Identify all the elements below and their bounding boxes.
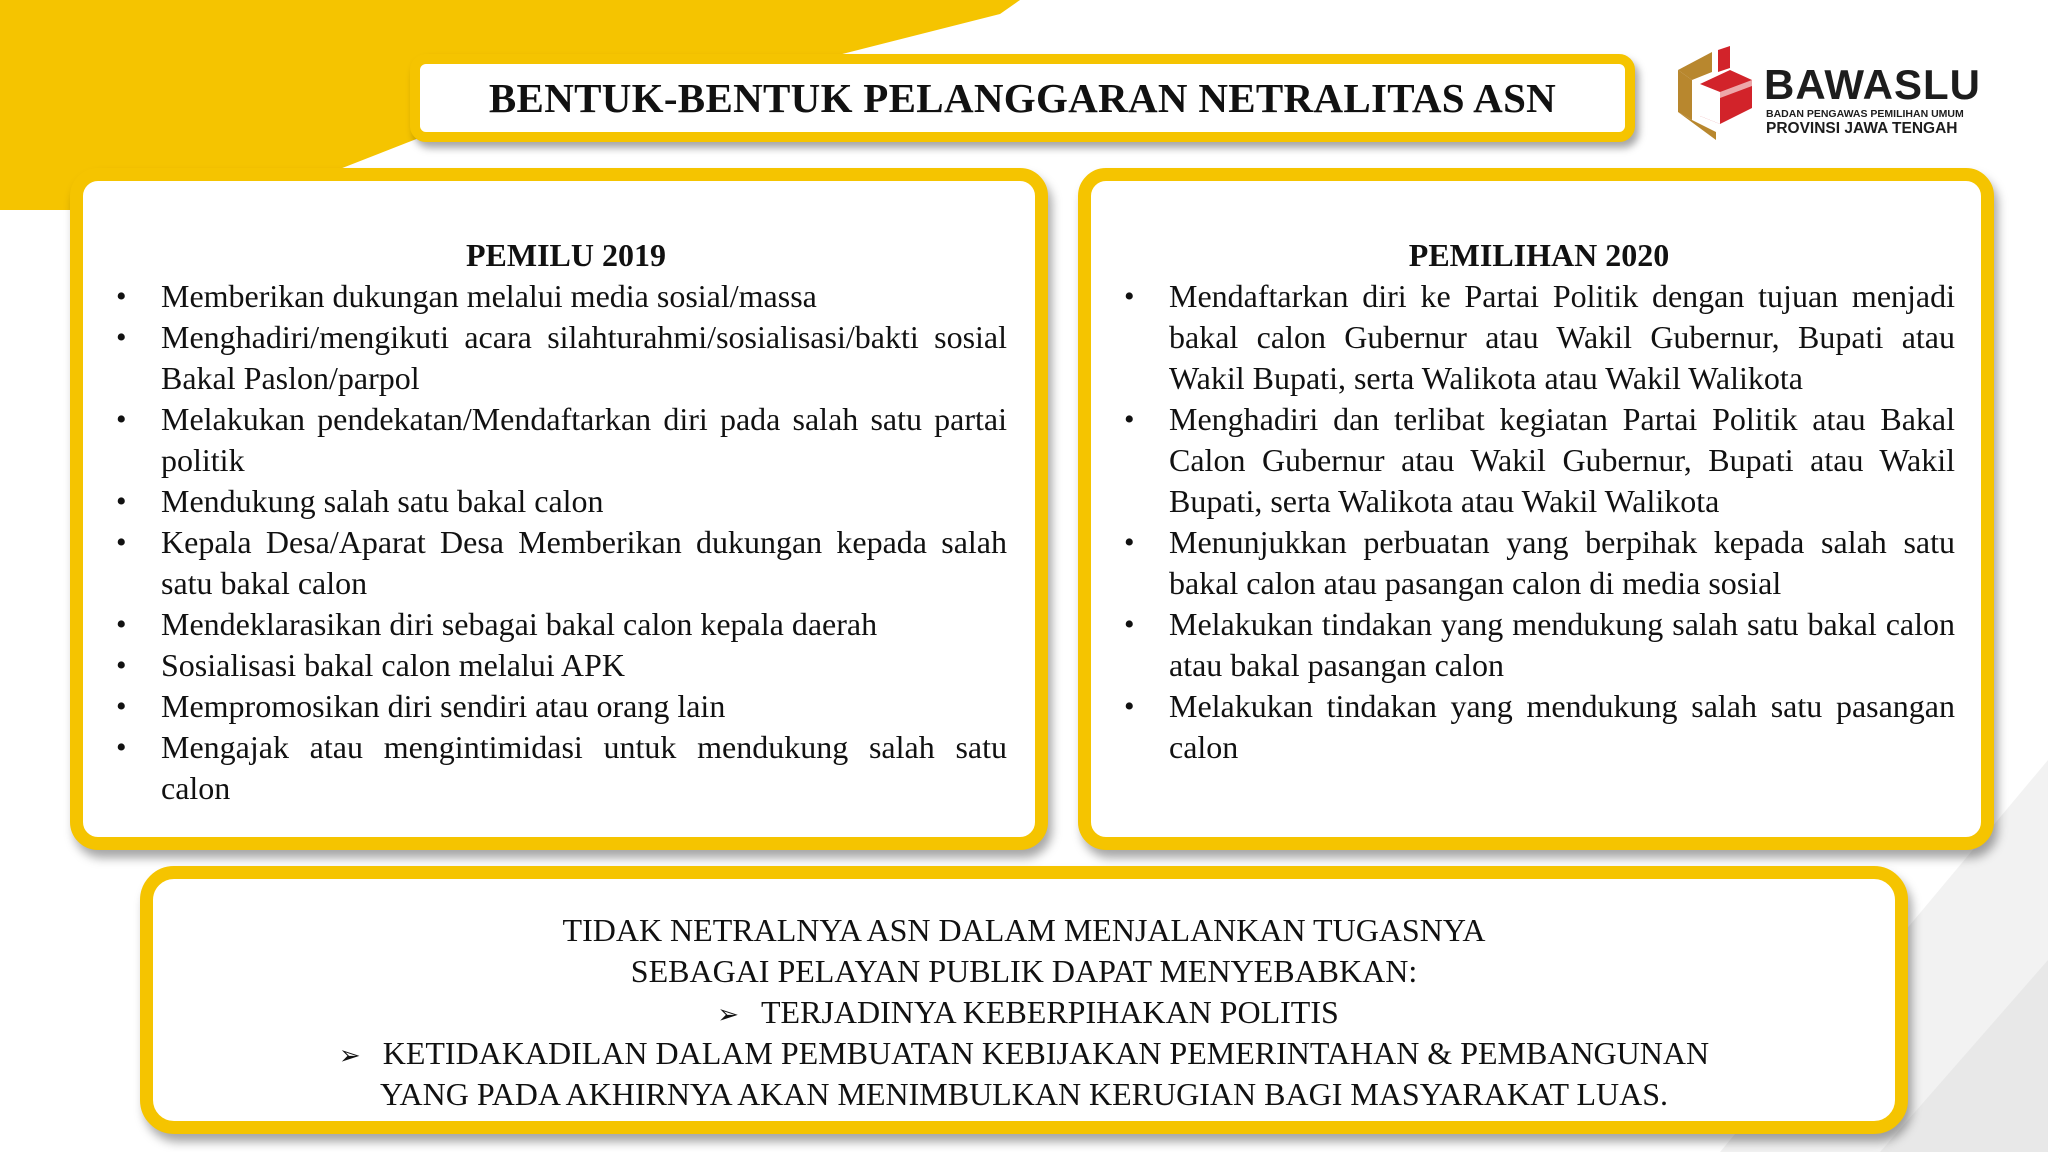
conclusion-line-1: TIDAK NETRALNYA ASN DALAM MENJALANKAN TUGASNYA: [562, 912, 1486, 948]
bullet-icon: •: [116, 403, 127, 436]
list-item: [113, 604, 1007, 645]
list-item-text: Menghadiri/mengikuti acara silahturahmi/sosialisasi/bakti sosial Bakal Paslon/parpol: [161, 319, 1007, 396]
list-item-text: Menunjukkan perbuatan yang berpihak kepada salah satu bakal calon atau pasangan calon di media sosial: [1169, 524, 1955, 601]
list-item-text: Melakukan tindakan yang mendukung salah satu bakal calon atau bakal pasangan calon: [1169, 606, 1955, 683]
list-item: [113, 686, 1007, 727]
logo-subtitle: BADAN PENGAWAS PEMILIHAN UMUM: [1766, 108, 1964, 120]
panel-heading-pemilihan-2020: PEMILIHAN 2020: [1408, 237, 1670, 273]
logo-region: PROVINSI JAWA TENGAH: [1766, 120, 1958, 137]
bawaslu-emblem-icon: [1672, 46, 1758, 142]
bullet-icon: •: [116, 321, 127, 354]
bullet-icon: •: [1124, 690, 1135, 723]
arrow-bullet-icon: ➢: [717, 1000, 739, 1029]
list-item-text: Mempromosikan diri sendiri atau orang lain: [161, 688, 726, 724]
list-item-text: Mengajak atau mengintimidasi untuk mendukung salah satu calon: [161, 729, 1007, 806]
list-item-text: Menghadiri dan terlibat kegiatan Partai Politik atau Bakal Calon Gubernur atau Wakil Gubernur, Bupati atau Wakil Bupati, serta Walikota atau Wakil Walikota: [1169, 401, 1955, 519]
panel-heading-pemilu-2019: PEMILU 2019: [466, 237, 666, 273]
conclusion-box: [140, 866, 1908, 1134]
title-banner: [410, 54, 1635, 142]
list-item: [113, 276, 1007, 317]
list-item-text: Kepala Desa/Aparat Desa Memberikan dukungan kepada salah satu bakal calon: [161, 524, 1007, 601]
list-item-text: Memberikan dukungan melalui media sosial/massa: [161, 278, 817, 314]
logo-name: BAWASLU: [1764, 61, 1981, 108]
list-item: [113, 481, 1007, 522]
bawaslu-logo: [1672, 46, 1982, 146]
list-item-text: Sosialisasi bakal calon melalui APK: [161, 647, 625, 683]
bullet-icon: •: [116, 485, 127, 518]
list-item-text: Melakukan tindakan yang mendukung salah satu pasangan calon: [1169, 688, 1955, 765]
arrow-bullet-icon: ➢: [338, 1041, 361, 1070]
conclusion-point-1: [153, 992, 1895, 1035]
bullet-list-pemilu-2019: [113, 276, 1007, 809]
page-title: BENTUK-BENTUK PELANGGARAN NETRALITAS ASN: [488, 75, 1557, 121]
list-item-text: Mendaftarkan diri ke Partai Politik dengan tujuan menjadi bakal calon Gubernur atau Wakil Gubernur, Bupati atau Wakil Bupati, serta Walikota atau Wakil Walikota: [1169, 278, 1955, 396]
bullet-icon: •: [1124, 403, 1135, 436]
list-item-text: Mendukung salah satu bakal calon: [161, 483, 604, 519]
conclusion-point-1-text: TERJADINYA KEBERPIHAKAN POLITIS: [761, 994, 1339, 1030]
bullet-icon: •: [116, 608, 127, 641]
list-item-text: Mendeklarasikan diri sebagai bakal calon kepala daerah: [161, 606, 878, 642]
bullet-icon: •: [116, 280, 127, 313]
list-item: [1121, 522, 1955, 604]
list-item: [1121, 399, 1955, 522]
bullet-icon: •: [1124, 526, 1135, 559]
bullet-icon: •: [1124, 280, 1135, 313]
list-item: [113, 522, 1007, 604]
conclusion-point-2-continued: YANG PADA AKHIRNYA AKAN MENIMBULKAN KERUGIAN BAGI MASYARAKAT LUAS.: [379, 1076, 1669, 1112]
bullet-icon: •: [116, 690, 127, 723]
conclusion-point-2: [153, 1033, 1895, 1076]
list-item-text: Melakukan pendekatan/Mendaftarkan diri pada salah satu partai politik: [161, 401, 1007, 478]
list-item: [113, 317, 1007, 399]
list-item: [1121, 604, 1955, 686]
list-item: [113, 645, 1007, 686]
conclusion-line-2: SEBAGAI PELAYAN PUBLIK DAPAT MENYEBABKAN:: [630, 953, 1418, 989]
panel-pemilihan-2020: [1078, 168, 1994, 850]
list-item: [1121, 686, 1955, 768]
bullet-icon: •: [116, 731, 127, 764]
bullet-icon: •: [116, 649, 127, 682]
bullet-list-pemilihan-2020: [1121, 276, 1955, 768]
panel-pemilu-2019: [70, 168, 1048, 850]
bullet-icon: •: [116, 526, 127, 559]
list-item: [1121, 276, 1955, 399]
conclusion-point-2-text: KETIDAKADILAN DALAM PEMBUATAN KEBIJAKAN PEMERINTAHAN & PEMBANGUNAN: [382, 1035, 1710, 1071]
list-item: [113, 399, 1007, 481]
bullet-icon: •: [1124, 608, 1135, 641]
list-item: [113, 727, 1007, 809]
